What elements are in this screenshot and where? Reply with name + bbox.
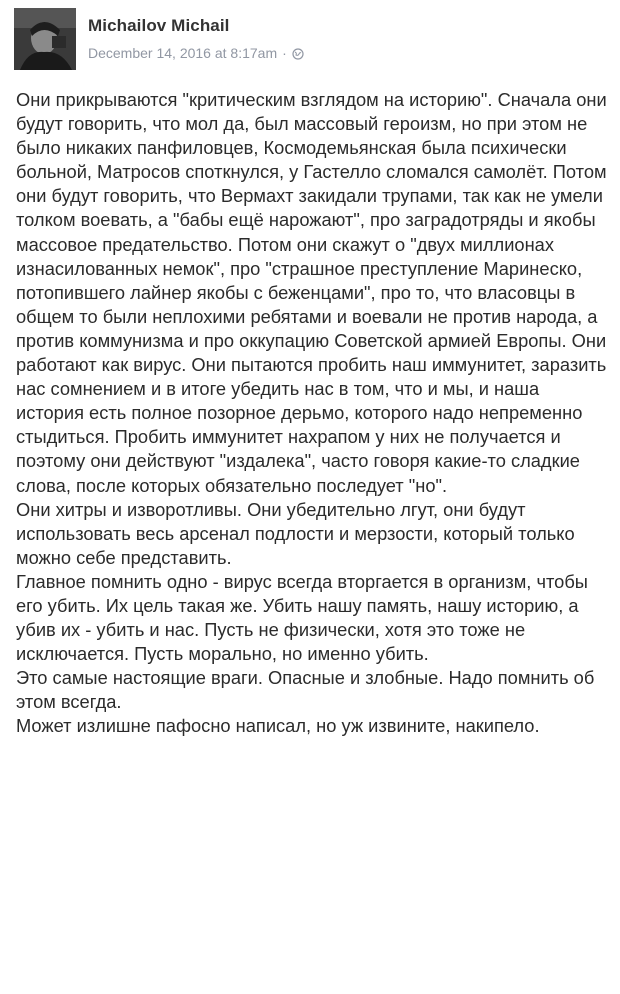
post-timestamp-row (88, 45, 304, 61)
post-timestamp[interactable]: December 14, 2016 at 8:17am (88, 45, 278, 61)
post-paragraph: Главное помнить одно - вирус всегда вторгается в организм, чтобы его убить. Их цель такая же. Убить нашу память, нашу историю, а убив их - убить и нас. Пусть не физически, хотя это тоже не исключается. Пусть морально, но именно убить. (16, 570, 588, 665)
avatar[interactable] (14, 8, 76, 70)
separator-dot: · (282, 45, 287, 61)
post-header (14, 8, 304, 72)
post-paragraph: Они прикрываются "критическим взглядом на историю". Сначала они будут говорить, что мол да, был массовый героизм, но при этом не было никаких панфиловцев, Космодемьянская была психически больной, Матросов споткнулся, у Гастелло сломался самолёт. Потом они будут говорить, что Вермахт закидали трупами, так как не умели толком воевать, а "бабы ещё нарожают", про заградотряды и якобы массовое предательство. Потом они скажут о "двух миллионах изнасилованных немок", про "страшное преступление Маринеско, потопившего лайнер якобы с беженцами", про то, что власовцы в общем то были неплохими ребятами и воевали не против народа, а против коммунизма и про оккупацию Советской армией Европы. Они работают как вирус. Они пытаются пробить наш иммунитет, заразить нас сомнением и в итоге убедить нас в том, что и мы, и наша история есть полное позорное дерьмо, которого надо непременно стыдиться. Пробить иммунитет нахрапом у них не получается и поэтому они действуют "издалека", часто говоря какие-то сладкие слова, после которых обязательно последует "но". (16, 89, 607, 496)
author-name[interactable]: Michailov Michail (88, 16, 230, 35)
post-paragraph: Это самые настоящие враги. Опасные и злобные. Надо помнить об этом всегда. (16, 667, 595, 713)
post-body (16, 88, 612, 739)
globe-icon[interactable] (292, 47, 304, 59)
post-meta (88, 8, 304, 61)
post-paragraph: Они хитры и изворотливы. Они убедительно лгут, они будут использовать весь арсенал подлости и мерзости, который только можно себе представить. (16, 498, 575, 568)
avatar-photo (14, 8, 76, 70)
post-paragraph: Может излишне пафосно написал, но уж извините, накипело. (16, 715, 540, 737)
